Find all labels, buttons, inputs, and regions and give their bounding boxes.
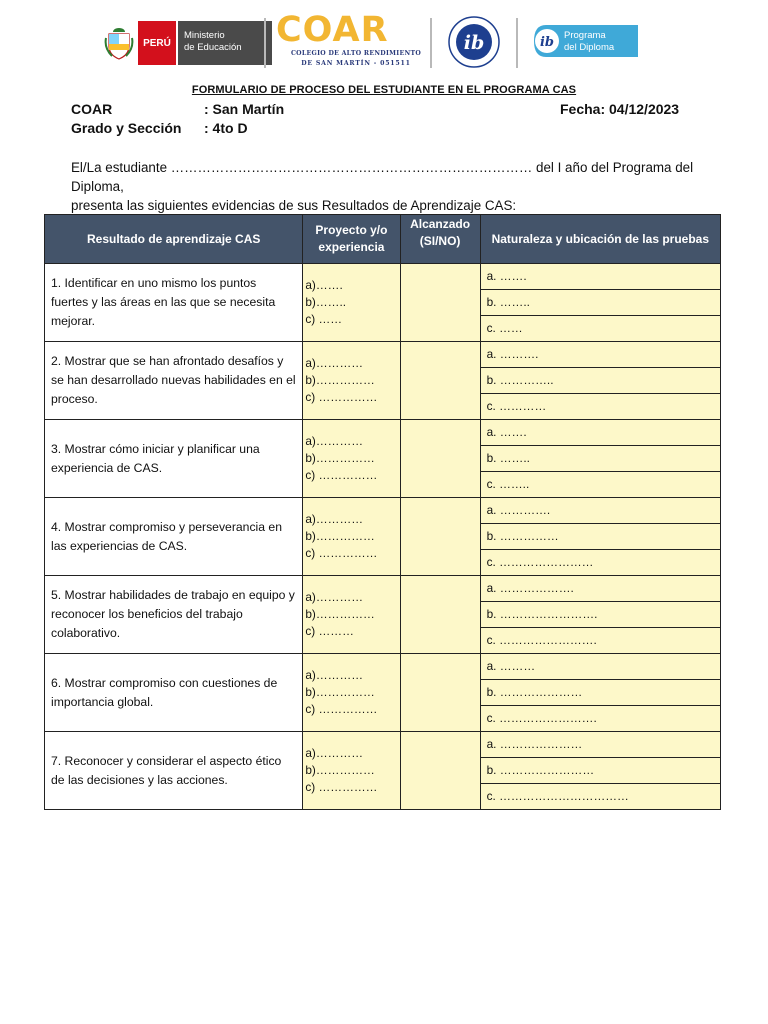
coar-logo-subtitle-1: COLEGIO DE ALTO RENDIMIENTO	[290, 50, 422, 57]
ministry-line1: Ministerio	[184, 30, 225, 41]
outcome-cell: 1. Identificar en uno mismo los puntos fuertes y las áreas en las que se necesita mejorar.	[45, 264, 303, 342]
achieved-cell[interactable]	[400, 498, 480, 576]
achieved-cell[interactable]	[400, 342, 480, 420]
project-cell[interactable]	[303, 576, 400, 654]
header-outcome: Resultado de aprendizaje CAS	[45, 215, 303, 264]
evidence-cell[interactable]: a. …….	[480, 264, 720, 290]
header-achieved: Alcanzado (SI/NO)	[400, 215, 480, 264]
outcome-cell: 4. Mostrar compromiso y perseverancia en las experiencias de CAS.	[45, 498, 303, 576]
table-row	[45, 654, 721, 680]
outcome-cell: 3. Mostrar cómo iniciar y planificar una experiencia de CAS.	[45, 420, 303, 498]
achieved-cell[interactable]	[400, 732, 480, 810]
project-line[interactable]: c) ……	[305, 312, 343, 326]
project-line[interactable]: b)……………	[305, 607, 375, 621]
evidence-cell[interactable]: a. …………………	[480, 732, 720, 758]
outcome-cell: 6. Mostrar compromiso con cuestiones de importancia global.	[45, 654, 303, 732]
logo-divider	[430, 18, 432, 68]
project-line[interactable]: c) ……………	[305, 390, 378, 404]
evidence-cell[interactable]: c. ……..	[480, 472, 720, 498]
evidence-cell[interactable]: b. …………………	[480, 680, 720, 706]
evidence-cell[interactable]: a. ……….	[480, 342, 720, 368]
cas-outcomes-table	[44, 214, 721, 810]
evidence-cell[interactable]: c. …………………….	[480, 706, 720, 732]
peru-ministry-logo	[138, 21, 272, 65]
ib-prog-line2: del Diploma	[564, 42, 615, 53]
coar-logo-word: COAR	[276, 10, 389, 50]
achieved-cell[interactable]	[400, 654, 480, 732]
logo-divider	[264, 18, 266, 68]
grade-value: : 4to D	[204, 120, 248, 136]
evidence-cell[interactable]: c. ……………………………	[480, 784, 720, 810]
evidence-cell[interactable]: b. …………..	[480, 368, 720, 394]
logo-divider	[516, 18, 518, 68]
table-row	[45, 264, 721, 290]
outcome-cell: 2. Mostrar que se han afrontado desafíos y se han desarrollado nuevas habilidades en el proceso.	[45, 342, 303, 420]
project-line[interactable]: a)…………	[305, 746, 364, 760]
evidence-cell[interactable]: b. ……………………	[480, 758, 720, 784]
peru-label: PERÚ	[138, 21, 176, 65]
table-row	[45, 420, 721, 446]
header-project: Proyecto y/o experiencia	[303, 215, 400, 264]
ib-world-school-seal-icon	[448, 16, 500, 68]
project-line[interactable]: b)……..	[305, 295, 347, 309]
coar-logo-subtitle-2: DE SAN MARTÍN - 051511	[301, 60, 411, 67]
achieved-cell[interactable]	[400, 420, 480, 498]
header-evidence: Naturaleza y ubicación de las pruebas	[480, 215, 720, 264]
project-line[interactable]: a)…………	[305, 434, 364, 448]
table-row	[45, 732, 721, 758]
project-line[interactable]: a)…………	[305, 356, 364, 370]
peru-coat-of-arms-icon	[104, 26, 134, 60]
project-cell[interactable]	[303, 654, 400, 732]
intro-paragraph	[71, 158, 711, 215]
header-logos	[100, 12, 660, 74]
project-cell[interactable]	[303, 732, 400, 810]
project-line[interactable]: c) ……………	[305, 468, 378, 482]
intro-line-1: El/La estudiante ……………………………………………………………………… del I año del Programa del Diploma,	[71, 160, 694, 194]
ministry-line2: de Educación	[184, 42, 242, 53]
project-line[interactable]: a)…….	[305, 278, 343, 292]
project-line[interactable]: c) ……………	[305, 702, 378, 716]
achieved-cell[interactable]	[400, 576, 480, 654]
svg-text:ib: ib	[539, 35, 555, 50]
project-cell[interactable]	[303, 498, 400, 576]
form-title: FORMULARIO DE PROCESO DEL ESTUDIANTE EN EL PROGRAMA CAS	[191, 84, 577, 96]
table-row	[45, 576, 721, 602]
ib-diploma-programme-logo-icon	[532, 23, 640, 59]
project-line[interactable]: b)……………	[305, 685, 375, 699]
project-line[interactable]: b)……………	[305, 529, 375, 543]
project-cell[interactable]	[303, 420, 400, 498]
project-line[interactable]: c) ………	[305, 624, 354, 638]
coar-value: : San Martín	[204, 101, 285, 117]
project-line[interactable]: b)……………	[305, 451, 375, 465]
outcome-cell: 7. Reconocer y considerar el aspecto ético de las decisiones y las acciones.	[45, 732, 303, 810]
table-row	[45, 342, 721, 368]
coar-label: COAR	[71, 101, 113, 117]
project-line[interactable]: a)…………	[305, 590, 364, 604]
evidence-cell[interactable]: b. ……..	[480, 290, 720, 316]
project-line[interactable]: b)……………	[305, 763, 375, 777]
table-row	[45, 498, 721, 524]
project-cell[interactable]	[303, 264, 400, 342]
achieved-cell[interactable]	[400, 264, 480, 342]
table-header-row	[45, 215, 721, 264]
evidence-cell[interactable]: a. ……………….	[480, 576, 720, 602]
grade-label: Grado y Sección	[71, 120, 182, 136]
evidence-cell[interactable]: a. …….	[480, 420, 720, 446]
outcome-cell: 5. Mostrar habilidades de trabajo en equipo y reconocer los beneficios del trabajo colaborativo.	[45, 576, 303, 654]
project-line[interactable]: a)…………	[305, 512, 364, 526]
evidence-cell[interactable]: c. …………………….	[480, 628, 720, 654]
evidence-cell[interactable]: a. ………	[480, 654, 720, 680]
project-line[interactable]: c) ……………	[305, 546, 378, 560]
evidence-cell[interactable]: b. ……………	[480, 524, 720, 550]
evidence-cell[interactable]: c. ……	[480, 316, 720, 342]
evidence-cell[interactable]: c. ……………………	[480, 550, 720, 576]
evidence-cell[interactable]: b. ……..	[480, 446, 720, 472]
date-field: Fecha: 04/12/2023	[560, 101, 680, 117]
ib-seal-letters: ib	[463, 32, 485, 54]
intro-line-2: presenta las siguientes evidencias de sus Resultados de Aprendizaje CAS:	[71, 198, 517, 213]
evidence-cell[interactable]: a. ………….	[480, 498, 720, 524]
evidence-cell[interactable]: b. …………………….	[480, 602, 720, 628]
project-line[interactable]: a)…………	[305, 668, 364, 682]
project-line[interactable]: c) ……………	[305, 780, 378, 794]
project-cell[interactable]	[303, 342, 400, 420]
ib-prog-line1: Programa	[564, 30, 606, 41]
evidence-cell[interactable]: c. …………	[480, 394, 720, 420]
project-line[interactable]: b)……………	[305, 373, 375, 387]
